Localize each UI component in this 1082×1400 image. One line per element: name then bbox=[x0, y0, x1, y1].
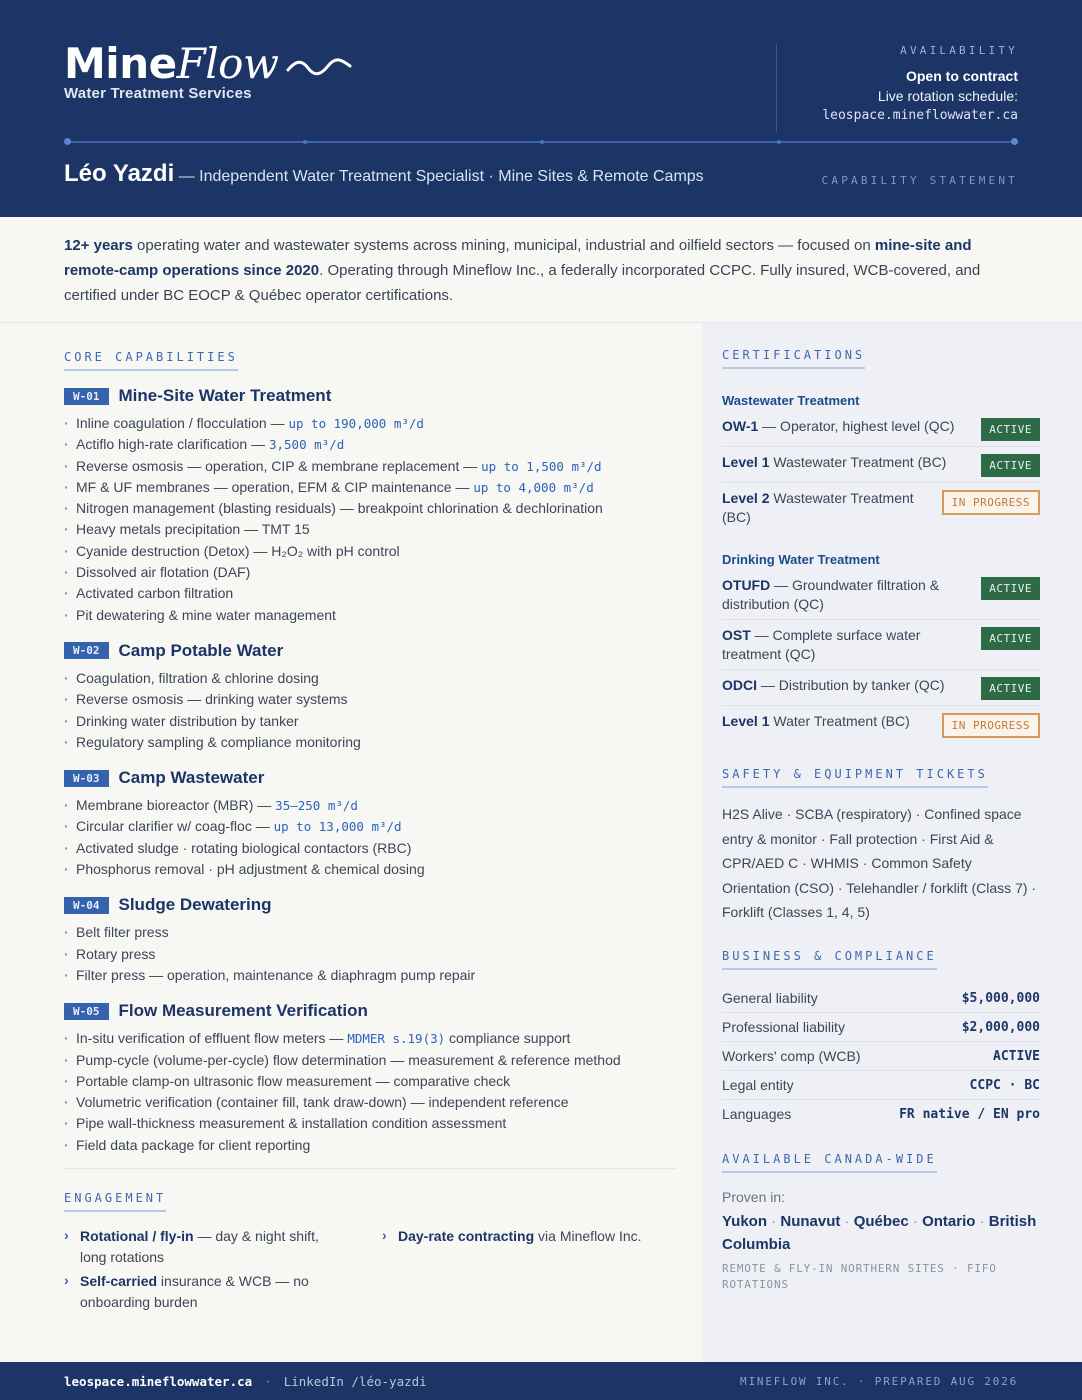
capability-item-value: up to 13,000 m³/d bbox=[273, 819, 402, 835]
availability-status: Open to contract bbox=[905, 68, 1018, 84]
footer-linkedin-link[interactable]: LinkedIn /léo-yazdi bbox=[283, 1374, 427, 1389]
person-name: Léo Yazdi bbox=[64, 160, 175, 187]
capability-item bbox=[64, 711, 676, 732]
capability-item-text: Activated sludge · rotating biological contactors (RBC) bbox=[76, 839, 412, 856]
certification-code: Level 1 bbox=[722, 454, 770, 470]
certifications-heading: CERTIFICATIONS bbox=[722, 348, 865, 369]
capability-item-text: Belt filter press bbox=[76, 924, 169, 941]
availability-label: AVAILABILITY bbox=[900, 44, 1018, 57]
capability-code-badge: W-03 bbox=[64, 770, 109, 787]
capability-item bbox=[64, 816, 676, 837]
capability-item-text: Filter press — operation, maintenance & diaphragm pump repair bbox=[76, 966, 476, 983]
capability-item bbox=[64, 541, 676, 562]
capability-item-value: MDMER s.19(3) bbox=[347, 1031, 446, 1047]
footer-site-link[interactable]: leospace.mineflowwater.ca bbox=[64, 1374, 253, 1389]
logo-wordmark: MineFlow bbox=[64, 39, 279, 88]
capability-item-text: Field data package for client reporting bbox=[76, 1136, 311, 1153]
capability-title bbox=[64, 1000, 676, 1022]
capability-item bbox=[64, 732, 676, 753]
capability-name: Flow Measurement Verification bbox=[118, 1001, 368, 1021]
capability-item-text: Pit dewatering & mine water management bbox=[76, 606, 336, 623]
certification-group bbox=[722, 570, 1040, 743]
capability-item-value: 35–250 m³/d bbox=[275, 798, 358, 814]
capability-code-badge: W-04 bbox=[64, 897, 109, 914]
region-separator: · bbox=[908, 1212, 923, 1230]
business-value: $5,000,000 bbox=[961, 990, 1040, 1006]
header-divider bbox=[776, 44, 777, 132]
rule-dot bbox=[777, 140, 781, 144]
certification-status-badge: IN PROGRESS bbox=[942, 713, 1040, 738]
capability-item bbox=[64, 859, 676, 880]
capability-code-badge: W-05 bbox=[64, 1003, 109, 1020]
capability-item-text: Volumetric verification (container fill, tank draw-down) — independent reference bbox=[76, 1094, 569, 1111]
availability-link[interactable]: leospace.mineflowwater.ca bbox=[822, 108, 1018, 123]
capability-item-text: Rotary press bbox=[76, 945, 156, 962]
capability-item-text: Heavy metals precipitation — TMT 15 bbox=[76, 521, 310, 538]
certification-status-badge: ACTIVE bbox=[981, 454, 1040, 477]
right-column bbox=[722, 346, 1040, 1293]
certification-code: OW-1 bbox=[722, 418, 759, 434]
capability-item-value: up to 1,500 m³/d bbox=[481, 458, 602, 474]
capability-item bbox=[64, 456, 676, 477]
capability-items bbox=[64, 413, 676, 626]
certification-code: OTUFD bbox=[722, 577, 771, 593]
person-tagline: — Independent Water Treatment Specialist · Mine Sites & Remote Camps bbox=[174, 168, 704, 185]
certification-row bbox=[722, 483, 1040, 532]
certification-row bbox=[722, 411, 1040, 447]
capability-title bbox=[64, 385, 676, 407]
capability-code-badge: W-01 bbox=[64, 388, 109, 405]
certification-status-badge: ACTIVE bbox=[981, 418, 1040, 441]
business-heading: BUSINESS & COMPLIANCE bbox=[722, 949, 937, 970]
certification-code: Level 1 bbox=[722, 713, 770, 729]
capability-item bbox=[64, 668, 676, 689]
certification-desc: Wastewater Treatment (BC) bbox=[769, 454, 947, 470]
capability-item bbox=[64, 413, 676, 434]
capability-item bbox=[64, 1092, 676, 1113]
engagement-divider bbox=[64, 1168, 676, 1169]
certification-name bbox=[722, 576, 958, 614]
certification-desc: Water Treatment (BC) bbox=[769, 713, 910, 729]
capability-item bbox=[64, 965, 676, 986]
engagement-item: › Self-carried insurance & WCB — no onboarding burden bbox=[64, 1271, 334, 1313]
region-name: Québec bbox=[853, 1212, 909, 1230]
capability-name: Sludge Dewatering bbox=[118, 895, 272, 915]
business-value: CCPC · BC bbox=[969, 1077, 1040, 1093]
certification-desc: — Distribution by tanker (QC) bbox=[757, 677, 945, 693]
capabilities-list bbox=[64, 385, 676, 1156]
wave-icon bbox=[286, 56, 352, 78]
engagement-item: › Rotational / fly-in — day & night shift, long rotations bbox=[64, 1226, 334, 1268]
core-capabilities-heading: CORE CAPABILITIES bbox=[64, 350, 238, 371]
business-row bbox=[722, 1042, 1040, 1071]
safety-heading: SAFETY & EQUIPMENT TICKETS bbox=[722, 767, 988, 788]
capability-name: Camp Wastewater bbox=[118, 768, 265, 788]
capability-item bbox=[64, 583, 676, 604]
header bbox=[0, 0, 1082, 217]
footer-prepared: MINEFLOW INC. · PREPARED AUG 2026 bbox=[740, 1375, 1018, 1388]
capability-item-text: Regulatory sampling & compliance monitoring bbox=[76, 733, 361, 750]
capability-item-text: Phosphorus removal · pH adjustment & chemical dosing bbox=[76, 861, 425, 878]
capability-item bbox=[64, 434, 676, 455]
capability-item-text: Activated carbon filtration bbox=[76, 585, 234, 602]
capability-item-text: Drinking water distribution by tanker bbox=[76, 712, 299, 729]
footer-links bbox=[64, 1374, 427, 1389]
capability-item bbox=[64, 1113, 676, 1134]
certifications-list bbox=[722, 393, 1040, 743]
capability-item-text: Nitrogen management (blasting residuals) — breakpoint chlorination & dechlorination bbox=[76, 500, 603, 517]
region-separator: · bbox=[767, 1212, 781, 1230]
capability-title bbox=[64, 767, 676, 789]
mineflow-logo bbox=[64, 39, 279, 102]
certification-status-badge: IN PROGRESS bbox=[942, 490, 1040, 515]
capability-item bbox=[64, 519, 676, 540]
capability-item-text: Reverse osmosis — operation, CIP & membrane replacement — bbox=[76, 457, 482, 474]
rule-dot bbox=[303, 140, 307, 144]
capability-item-text: In-situ verification of effluent flow meters — bbox=[76, 1030, 348, 1047]
business-label: General liability bbox=[722, 989, 818, 1006]
region-separator: · bbox=[840, 1212, 854, 1230]
certification-name bbox=[722, 712, 942, 731]
capability-item-text: Portable clamp-on ultrasonic flow measurement — comparative check bbox=[76, 1072, 511, 1089]
business-row bbox=[722, 1013, 1040, 1042]
business-label: Professional liability bbox=[722, 1018, 845, 1035]
capability-item bbox=[64, 944, 676, 965]
capability-title bbox=[64, 894, 676, 916]
capability-item bbox=[64, 838, 676, 859]
capability-section bbox=[64, 385, 676, 626]
capability-item bbox=[64, 498, 676, 519]
capability-items bbox=[64, 1028, 676, 1156]
logo-subtitle: Water Treatment Services bbox=[64, 85, 252, 102]
capability-item-text: MF & UF membranes — operation, EFM & CIP maintenance — bbox=[76, 478, 474, 495]
business-row bbox=[722, 984, 1040, 1013]
capability-item-text: Circular clarifier w/ coag-floc — bbox=[76, 818, 274, 835]
capability-item-text: Cyanide destruction (Detox) — H₂O₂ with pH control bbox=[76, 542, 400, 559]
intro-summary: 12+ years operating water and wastewater systems across mining, municipal, industrial and oilfield sectors — focused on mine-site and remote-camp operations since 2020. Operating through Mineflow Inc., a federally incorporated CCPC. Fully insured, WCB-covered, and certified under BC EOCP & Québec operator certifications. bbox=[64, 237, 981, 304]
rule-dot bbox=[64, 138, 71, 145]
regions-list bbox=[722, 1210, 1040, 1256]
available-heading: AVAILABLE CANADA-WIDE bbox=[722, 1152, 937, 1173]
name-row bbox=[64, 160, 704, 188]
certification-name bbox=[722, 489, 942, 527]
engagement-section bbox=[64, 1189, 676, 1326]
capability-items bbox=[64, 795, 676, 880]
capability-item bbox=[64, 477, 676, 498]
engagement-item: › Day-rate contracting via Mineflow Inc. bbox=[382, 1226, 676, 1247]
proven-label: Proven in: bbox=[722, 1188, 786, 1205]
business-value: $2,000,000 bbox=[961, 1019, 1040, 1035]
certification-name bbox=[722, 417, 958, 436]
certification-row bbox=[722, 447, 1040, 483]
capability-code-badge: W-02 bbox=[64, 642, 109, 659]
capability-name: Camp Potable Water bbox=[118, 640, 284, 660]
region-separator: · bbox=[975, 1212, 989, 1230]
capability-item-value: up to 4,000 m³/d bbox=[473, 479, 594, 495]
capability-item-text: Reverse osmosis — drinking water systems bbox=[76, 691, 348, 708]
capability-item-text: Pipe wall-thickness measurement & installation condition assessment bbox=[76, 1115, 507, 1132]
certification-row bbox=[722, 706, 1040, 743]
capability-item bbox=[64, 1071, 676, 1092]
certification-row bbox=[722, 570, 1040, 620]
region-name: Nunavut bbox=[780, 1212, 841, 1230]
capability-item-text: Pump-cycle (volume-per-cycle) flow determination — measurement & reference method bbox=[76, 1051, 621, 1068]
capability-item-text: Coagulation, filtration & chlorine dosing bbox=[76, 669, 319, 686]
certification-name bbox=[722, 676, 958, 695]
region-name: Ontario bbox=[922, 1212, 976, 1230]
certification-code: ODCI bbox=[722, 677, 757, 693]
footer-separator: · bbox=[264, 1374, 272, 1389]
business-value: ACTIVE bbox=[993, 1048, 1040, 1064]
business-label: Workers' comp (WCB) bbox=[722, 1047, 861, 1064]
certification-row bbox=[722, 670, 1040, 706]
business-label: Legal entity bbox=[722, 1076, 794, 1093]
footer bbox=[0, 1362, 1082, 1400]
engagement-heading: ENGAGEMENT bbox=[64, 1191, 166, 1212]
certification-desc: — Complete surface water treatment (QC) bbox=[722, 627, 921, 662]
certification-code: OST bbox=[722, 627, 751, 643]
capability-section bbox=[64, 1000, 676, 1156]
rule-dot bbox=[540, 140, 544, 144]
business-table bbox=[722, 984, 1040, 1128]
document-type: CAPABILITY STATEMENT bbox=[821, 174, 1018, 187]
certification-code: Level 2 bbox=[722, 490, 770, 506]
capability-section bbox=[64, 894, 676, 986]
business-label: Languages bbox=[722, 1105, 792, 1122]
capability-item-value: 3,500 m³/d bbox=[268, 437, 345, 453]
capability-items bbox=[64, 922, 676, 986]
business-row bbox=[722, 1071, 1040, 1100]
capability-item-suffix: compliance support bbox=[445, 1030, 571, 1047]
capability-item bbox=[64, 562, 676, 583]
certification-desc: — Operator, highest level (QC) bbox=[758, 418, 955, 434]
capability-title bbox=[64, 640, 676, 662]
left-column bbox=[64, 348, 676, 1326]
capability-name: Mine-Site Water Treatment bbox=[118, 386, 332, 405]
capability-item bbox=[64, 605, 676, 626]
availability-block bbox=[822, 44, 1018, 126]
capability-item-text: Membrane bioreactor (MBR) — bbox=[76, 797, 276, 814]
certification-desc: Wastewater Treatment (BC) bbox=[722, 490, 914, 525]
capability-items bbox=[64, 668, 676, 753]
capability-item bbox=[64, 1028, 676, 1049]
certification-status-badge: ACTIVE bbox=[981, 627, 1040, 650]
capability-section bbox=[64, 767, 676, 880]
certification-row bbox=[722, 620, 1040, 670]
capability-item-text: Inline coagulation / flocculation — bbox=[76, 415, 289, 431]
capability-item bbox=[64, 1135, 676, 1156]
certification-status-badge: ACTIVE bbox=[981, 677, 1040, 700]
capability-item-value: up to 190,000 m³/d bbox=[288, 416, 424, 431]
capability-item bbox=[64, 922, 676, 943]
business-row bbox=[722, 1100, 1040, 1128]
certification-group bbox=[722, 411, 1040, 532]
availability-schedule-label: Live rotation schedule: bbox=[877, 88, 1018, 104]
capability-item bbox=[64, 689, 676, 710]
business-value: FR native / EN pro bbox=[899, 1106, 1040, 1122]
region-name: British Columbia bbox=[722, 1212, 1037, 1253]
certification-desc: — Groundwater filtration & distribution (QC) bbox=[722, 577, 940, 612]
certification-status-badge: ACTIVE bbox=[981, 577, 1040, 600]
certification-group-title: Drinking Water Treatment bbox=[722, 552, 880, 567]
capability-item bbox=[64, 795, 676, 816]
region-name: Yukon bbox=[722, 1212, 768, 1230]
certification-name bbox=[722, 626, 958, 664]
capability-item-text: Actiflo high-rate clarification — bbox=[76, 436, 269, 453]
safety-tickets: H2S Alive · SCBA (respiratory) · Confined space entry & monitor · Fall protection · First Aid & CPR/AED C · WHMIS · Common Safety Orientation (CSO) · Telehandler / forklift (Class 7) · Forklift (Classes 1, 4, 5) bbox=[722, 806, 1037, 920]
capability-section bbox=[64, 640, 676, 753]
certification-group-title: Wastewater Treatment bbox=[722, 393, 860, 408]
remote-note: REMOTE & FLY-IN NORTHERN SITES · FIFO ROTATIONS bbox=[722, 1261, 997, 1291]
rule-dot bbox=[1011, 138, 1018, 145]
capability-item bbox=[64, 1050, 676, 1071]
certification-name bbox=[722, 453, 958, 472]
capability-item-text: Dissolved air flotation (DAF) bbox=[76, 564, 251, 581]
